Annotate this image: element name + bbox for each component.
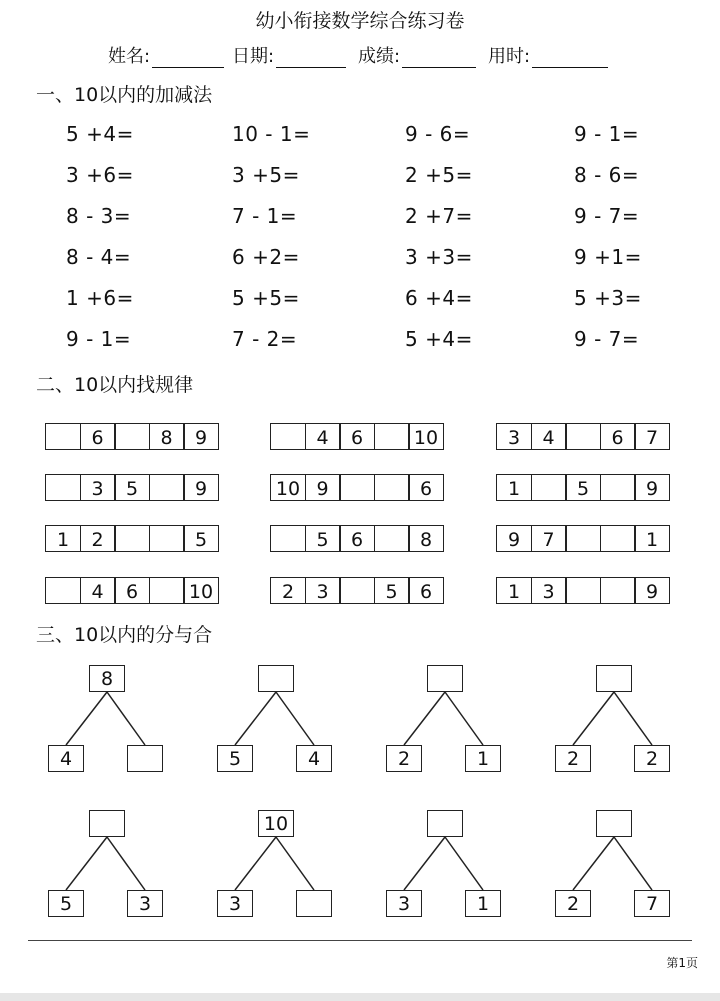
answer-box[interactable]	[600, 525, 636, 552]
bond-left-number: 2	[555, 745, 591, 772]
pattern-row	[270, 525, 444, 552]
equation[interactable]: 9 - 6=	[405, 122, 471, 146]
answer-box[interactable]	[565, 423, 601, 450]
number-cell: 2	[80, 525, 116, 552]
bond-right-answer-box[interactable]	[127, 745, 163, 772]
bond-left-number: 2	[386, 745, 422, 772]
answer-box[interactable]	[114, 525, 150, 552]
pattern-row	[496, 423, 670, 450]
equation[interactable]: 6 +2=	[232, 245, 300, 269]
number-cell: 4	[80, 577, 116, 604]
bond-line	[614, 692, 652, 745]
number-cell: 5	[305, 525, 341, 552]
bond-line	[445, 692, 483, 745]
answer-box[interactable]	[374, 474, 410, 501]
number-cell: 1	[634, 525, 670, 552]
equation[interactable]: 8 - 6=	[574, 163, 640, 187]
bond-line	[573, 837, 614, 890]
equation[interactable]: 8 - 4=	[66, 245, 132, 269]
number-cell: 1	[45, 525, 81, 552]
section3-heading: 三、10以内的分与合	[36, 624, 213, 646]
equation[interactable]: 6 +4=	[405, 286, 473, 310]
bond-top-answer-box[interactable]	[427, 665, 463, 692]
number-cell: 3	[305, 577, 341, 604]
number-cell: 5	[374, 577, 410, 604]
bond-lines	[0, 0, 1, 1]
bond-left-number: 2	[555, 890, 591, 917]
bond-line	[107, 837, 145, 890]
equation[interactable]: 3 +5=	[232, 163, 300, 187]
equation[interactable]: 9 - 1=	[574, 122, 640, 146]
pattern-row	[45, 525, 219, 552]
blank-line[interactable]	[532, 53, 608, 68]
number-cell: 9	[496, 525, 532, 552]
bond-left-number: 4	[48, 745, 84, 772]
pattern-row	[496, 577, 670, 604]
answer-box[interactable]	[149, 474, 185, 501]
number-cell: 6	[80, 423, 116, 450]
answer-box[interactable]	[374, 525, 410, 552]
bond-line	[276, 837, 314, 890]
bond-right-number: 2	[634, 745, 670, 772]
pattern-row	[45, 577, 219, 604]
bond-line	[66, 837, 107, 890]
number-cell: 9	[183, 474, 219, 501]
answer-box[interactable]	[149, 577, 185, 604]
answer-box[interactable]	[339, 474, 375, 501]
answer-box[interactable]	[114, 423, 150, 450]
answer-box[interactable]	[149, 525, 185, 552]
bond-line	[573, 692, 614, 745]
bond-line	[235, 837, 276, 890]
bond-top-answer-box[interactable]	[89, 810, 125, 837]
bond-line	[614, 837, 652, 890]
number-cell: 10	[183, 577, 219, 604]
bond-right-number: 4	[296, 745, 332, 772]
equation[interactable]: 9 - 1=	[66, 327, 132, 351]
equation[interactable]: 10 - 1=	[232, 122, 311, 146]
equation[interactable]: 5 +3=	[574, 286, 642, 310]
bond-right-number: 7	[634, 890, 670, 917]
bond-right-answer-box[interactable]	[296, 890, 332, 917]
bond-line	[404, 692, 445, 745]
number-cell: 3	[531, 577, 567, 604]
bond-left-number: 3	[386, 890, 422, 917]
answer-box[interactable]	[374, 423, 410, 450]
number-cell: 5	[183, 525, 219, 552]
number-cell: 8	[408, 525, 444, 552]
number-cell: 6	[408, 474, 444, 501]
number-cell: 7	[531, 525, 567, 552]
bottom-band	[0, 993, 720, 1001]
pattern-row	[45, 423, 219, 450]
answer-box[interactable]	[531, 474, 567, 501]
number-cell: 2	[270, 577, 306, 604]
number-cell: 9	[634, 474, 670, 501]
footer-rule	[28, 940, 692, 941]
number-cell: 6	[339, 423, 375, 450]
bond-top-answer-box[interactable]	[258, 665, 294, 692]
bond-right-number: 1	[465, 890, 501, 917]
equation[interactable]: 7 - 1=	[232, 204, 298, 228]
number-cell: 4	[305, 423, 341, 450]
info-field	[232, 42, 346, 68]
info-label: 日期:	[232, 46, 275, 67]
equation[interactable]: 3 +6=	[66, 163, 134, 187]
number-cell: 6	[114, 577, 150, 604]
number-cell: 6	[339, 525, 375, 552]
equation[interactable]: 8 - 3=	[66, 204, 132, 228]
number-cell: 6	[600, 423, 636, 450]
pattern-row	[496, 525, 670, 552]
equation[interactable]: 2 +7=	[405, 204, 473, 228]
number-cell: 8	[149, 423, 185, 450]
info-field	[108, 42, 224, 68]
bond-left-number: 3	[217, 890, 253, 917]
info-field	[488, 42, 608, 68]
pattern-row	[496, 474, 670, 501]
number-cell: 1	[496, 474, 532, 501]
bond-right-number: 3	[127, 890, 163, 917]
answer-box[interactable]	[45, 423, 81, 450]
bond-top-number: 8	[89, 665, 125, 692]
pattern-row	[270, 577, 444, 604]
page-number: 第1页	[666, 956, 698, 970]
bond-line	[235, 692, 276, 745]
equation[interactable]: 5 +4=	[405, 327, 473, 351]
info-field	[358, 42, 476, 68]
equation[interactable]: 9 - 7=	[574, 327, 640, 351]
bond-top-answer-box[interactable]	[596, 665, 632, 692]
answer-box[interactable]	[565, 525, 601, 552]
number-cell: 7	[634, 423, 670, 450]
bond-top-number: 10	[258, 810, 294, 837]
equation[interactable]: 9 - 7=	[574, 204, 640, 228]
equation[interactable]: 7 - 2=	[232, 327, 298, 351]
info-label: 用时:	[488, 46, 531, 67]
bond-top-answer-box[interactable]	[427, 810, 463, 837]
answer-box[interactable]	[600, 474, 636, 501]
number-cell: 6	[408, 577, 444, 604]
bond-top-answer-box[interactable]	[596, 810, 632, 837]
number-cell: 9	[183, 423, 219, 450]
number-cell: 9	[305, 474, 341, 501]
number-cell: 3	[496, 423, 532, 450]
answer-box[interactable]	[45, 577, 81, 604]
answer-box[interactable]	[45, 474, 81, 501]
number-cell: 4	[531, 423, 567, 450]
bond-line	[276, 692, 314, 745]
number-cell: 10	[408, 423, 444, 450]
number-cell: 10	[270, 474, 306, 501]
answer-box[interactable]	[339, 577, 375, 604]
bond-left-number: 5	[48, 890, 84, 917]
equation[interactable]: 5 +5=	[232, 286, 300, 310]
answer-box[interactable]	[270, 423, 306, 450]
equation[interactable]: 1 +6=	[66, 286, 134, 310]
equation[interactable]: 9 +1=	[574, 245, 642, 269]
answer-box[interactable]	[565, 577, 601, 604]
number-cell: 9	[634, 577, 670, 604]
bond-line	[404, 837, 445, 890]
section2-heading: 二、10以内找规律	[36, 374, 194, 396]
bond-line	[107, 692, 145, 745]
info-label: 成绩:	[358, 46, 401, 67]
number-cell: 1	[496, 577, 532, 604]
blank-line[interactable]	[402, 53, 476, 68]
bond-right-number: 1	[465, 745, 501, 772]
pattern-row	[270, 423, 444, 450]
number-cell: 3	[80, 474, 116, 501]
pattern-row	[270, 474, 444, 501]
equation[interactable]: 5 +4=	[66, 122, 134, 146]
pattern-row	[45, 474, 219, 501]
bond-line	[66, 692, 107, 745]
equation[interactable]: 2 +5=	[405, 163, 473, 187]
page-title: 幼小衔接数学综合练习卷	[255, 10, 465, 32]
number-cell: 5	[114, 474, 150, 501]
equation[interactable]: 3 +3=	[405, 245, 473, 269]
answer-box[interactable]	[600, 577, 636, 604]
number-cell: 5	[565, 474, 601, 501]
info-label: 姓名:	[108, 46, 151, 67]
section1-heading: 一、10以内的加减法	[36, 84, 213, 106]
blank-line[interactable]	[276, 53, 346, 68]
blank-line[interactable]	[152, 53, 224, 68]
bond-left-number: 5	[217, 745, 253, 772]
bond-line	[445, 837, 483, 890]
answer-box[interactable]	[270, 525, 306, 552]
